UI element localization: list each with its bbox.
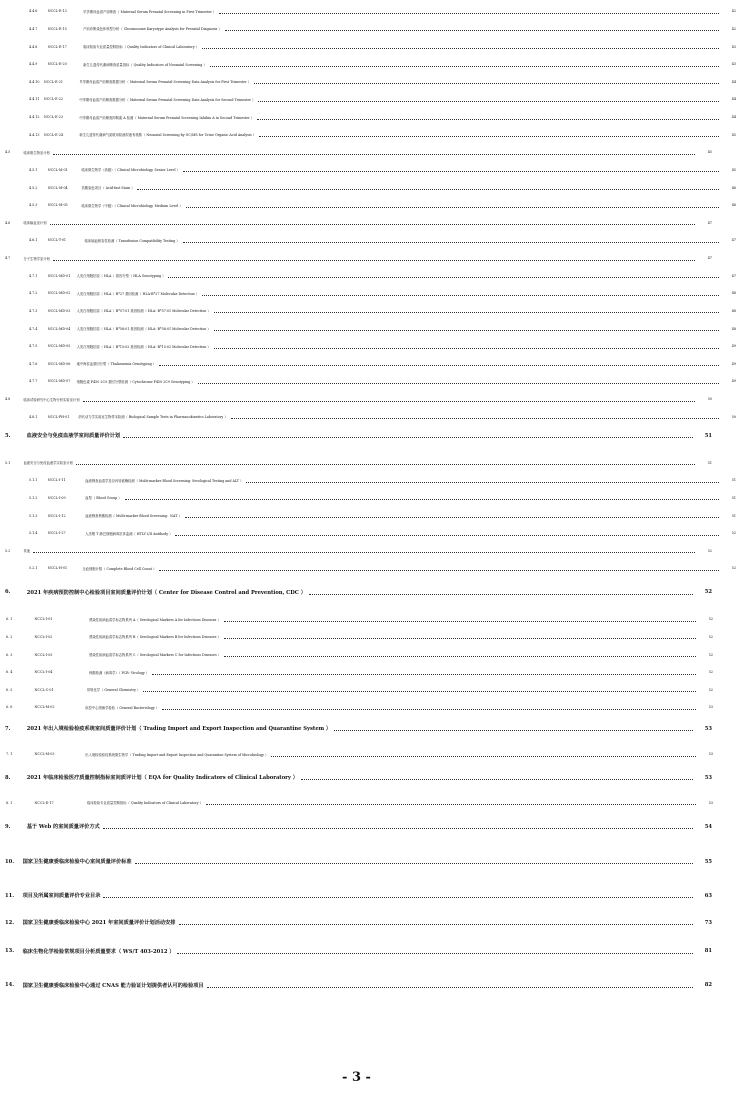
toc-entry-code: NCCL-PH-01 [47,414,70,419]
toc-entry-page: 53 [704,725,712,732]
toc-entry-title: 临床输血室计划 [23,221,47,226]
toc-entry-title: 感染性疾病血清学标志物系列 A（ Serological Markers A for Infectious Diseases ） [89,617,221,622]
toc-leader-dots [103,828,693,829]
toc-entry-number: 4.7 [5,256,11,261]
toc-entry-title: 2021 年临床检验医疗质量控制指标室间质评计划（ EQA for Quality Indicators of Clinical Laboratory ） [26,775,298,782]
toc-entry-title: 临床检验专业质量控制指标（ Quality Indicators of Clinical Laboratory ） [83,45,200,50]
toc-entry-code: NCCL-C-01 [34,687,54,692]
toc-leader-dots [271,756,696,757]
toc-leader-dots [175,535,719,536]
toc-entry-page: 52 [708,617,713,622]
toc-entry-code: NCCL-MD-03 [47,308,71,313]
toc-entry-page: 44 [731,79,736,84]
toc-entry-page: 42 [731,9,736,14]
toc-entry-code: NCCL-I-02 [34,634,53,639]
toc-entry-number: 5.1 [5,460,11,465]
toc-entry-code: NCCL-E-24 [43,132,63,137]
toc-entry[interactable] [0,681,719,699]
toc-entry-number: 5.1.2 [29,495,38,500]
toc-entry[interactable] [0,426,718,446]
toc-entry[interactable] [0,267,742,285]
toc-entry-number: 9. [5,823,11,830]
toc-entry-number: 4.7.2 [29,291,38,296]
toc-entry-number: 4.7.6 [29,361,38,366]
toc-entry-code: NCCL-I-11 [47,478,66,483]
toc-entry[interactable] [0,38,742,56]
toc-entry-number: 4.4.10 [29,79,40,84]
toc-entry-title: 分子生物学室计划 [23,256,50,261]
toc-entry-title: 感染性疾病血清学标志物系列 C（ Serological Markers C for Infectious Diseases ） [89,653,221,658]
toc-entry[interactable] [0,699,719,717]
toc-entry[interactable] [0,390,718,408]
toc-entry-title: 项目及所属室间质量评价专业目录 [22,893,101,900]
toc-entry-number: 7. [5,725,11,732]
toc-entry-title: 人类白细胞抗原（ HLA ）B*15:02 基因检测（ HLA- B*15:02 Molecular Detection ） [76,344,211,349]
toc-entry-code: NCCL-MD-01 [47,273,71,278]
toc-entry-code: NCCL-MD-07 [47,379,71,384]
toc-entry[interactable] [0,302,742,320]
toc-entry-number: 4.5 [5,150,11,155]
toc-entry-code: NCCL-E-15 [47,26,67,31]
toc-entry-page: 51 [731,495,736,500]
toc-entry-number: 6. 5 [6,687,13,692]
toc-entry-title: 新生儿遗传代谢病气质联用检测尿液有机酸（ Neonatal Screening by GC/MS for Urine Organic Acid Analysis ） [79,133,257,138]
toc-entry-page: 51 [731,513,736,518]
toc-entry-title: 中孕期母血清产前筛查抑制素 A 检测（ Maternal Serum Prenatal Screening Inhibin A in Second Trimester ） [79,115,255,120]
toc-entry-code: NCCL-I-04 [34,670,53,675]
toc-entry[interactable] [0,337,742,355]
toc-entry-number: 5.1.4 [29,531,38,536]
toc-entry[interactable] [0,144,718,162]
toc-entry-page: 49 [731,344,736,349]
toc-entry-title: 抗酸染色项目（ Acid-fast Stain ） [81,186,135,191]
toc-entry-title: 血液筛查核酸检测（ Multi-marker Blood Screening：NAT ） [85,514,182,519]
toc-entry-code: NCCL-MD-02 [47,291,71,296]
toc-entry-page: 48 [731,308,736,313]
toc-entry-number: 4.4.13 [29,132,40,137]
toc-entry[interactable] [0,507,742,525]
toc-entry-page: 48 [731,291,736,296]
toc-entry-title: 疾控中心细菌学检验（ General Bacteriology ） [85,705,160,710]
toc-entry-page: 49 [731,379,736,384]
toc-entry-title: 全血细胞计数（ Complete Blood Cell Count ） [82,566,157,571]
toc-entry[interactable] [0,408,742,426]
toc-entry-code: NCCL-I-03 [34,652,53,657]
toc-entry-title: 人类白细胞抗原（ HLA ）B*58:01 基因检测（ HLA- B*58:01 Molecular Detection ） [76,327,211,332]
toc-entry-title: 国家卫生健康委临床检验中心通过 CNAS 能力验证计划提供者认可的检验项目 [22,982,204,989]
toc-entry-title: 2021 年出入境检验检疫系统室间质量评价计划（ Trading Import and Export Inspection and Quarantine System ） [26,726,332,733]
page-number: - 3 - [342,1070,371,1085]
toc-entry-page: 43 [731,62,736,67]
toc-entry-title: 中孕期母血清产前筛查数据分析（ Maternal Serum Prenatal Screening Data Analysis for Second Trimester ） [79,97,256,102]
toc-entry-number: 13. [5,948,15,955]
toc-entry-title: 临床检验专业质量控制指标（ Quality Indicators of Clinical Laboratory ） [86,801,203,806]
toc-entry-code: NCCL-E-17 [34,800,54,805]
toc-entry[interactable] [0,249,718,267]
toc-entry-page: 53 [708,752,713,757]
toc-entry-code: NCCL-M-03 [34,752,55,757]
toc-entry-page: 54 [704,823,712,830]
toc-entry-page: 46 [731,185,736,190]
toc-leader-dots [123,437,693,438]
toc-entry-page: 51 [704,432,712,439]
toc-leader-dots [183,242,719,243]
toc-entry-number: 5.1.3 [29,513,38,518]
toc-entry-page: 45 [731,167,736,172]
toc-entry-code: NCCL-M-01 [47,167,68,172]
toc-entry-title: 血型（ Blood Group ） [85,496,122,501]
toc-entry[interactable] [0,73,742,91]
toc-leader-dots [207,987,693,988]
toc-entry[interactable] [0,719,718,739]
toc-entry-title: 国家卫生健康委临床检验中心室间质量评价标准 [22,859,132,866]
toc-entry-number: 4.6 [5,220,11,225]
toc-entry-title: 临床生物化学检验常规项目分析质量要求（ WS/T 403-2012 ） [22,948,175,955]
toc-entry[interactable] [0,196,742,214]
toc-entry[interactable] [0,768,718,788]
toc-entry[interactable] [0,794,719,812]
toc-leader-dots [210,66,719,67]
toc-entry-page: 49 [731,361,736,366]
toc-entry-title: 核酸检测（病毒学）（ PCR- Virology ） [89,670,150,675]
toc-entry-page: 44 [731,115,736,120]
toc-entry[interactable] [0,20,742,38]
toc-entry-number: 4.4.11 [29,97,40,102]
toc-leader-dots [206,804,696,805]
toc-entry-page: 45 [707,150,712,155]
toc-leader-dots [257,119,719,120]
toc-entry-title: 人类白细胞抗原（ HLA ）基因分型（ HLA Genotyping ） [76,274,166,279]
toc-entry-number: 11. [5,892,15,899]
toc-leader-dots [214,348,719,349]
toc-leader-dots [179,924,694,925]
toc-entry[interactable] [0,646,719,664]
toc-entry[interactable] [0,320,742,338]
toc-entry-title: 新生儿遗传代谢病筛查质量指标（ Quality Indicators of Neonatal Screening ） [83,62,207,67]
toc-entry[interactable] [0,611,719,629]
toc-entry[interactable] [0,285,742,303]
toc-leader-dots [214,312,719,313]
toc-entry[interactable] [0,3,742,21]
toc-entry-title: 临床输血相容性检测（ Transfusion Compatibility Testing ） [84,238,180,243]
toc-entry-code: NCCL-M-02 [34,705,55,710]
toc-entry-page: 46 [731,203,736,208]
toc-entry-number: 12. [5,919,15,926]
toc-entry-title: 临床试验研究中心生物分析实验室计划 [23,397,80,402]
toc-entry-number: 5.2 [5,548,11,553]
toc-leader-dots [309,594,693,595]
toc-leader-dots [225,30,719,31]
toc-leader-dots [125,499,719,500]
toc-entry-page: 43 [731,44,736,49]
toc-leader-dots [168,277,719,278]
toc-entry-code: NCCL-I-01 [34,617,53,622]
toc-leader-dots [202,295,719,296]
toc-entry[interactable] [0,886,718,906]
toc-entry-number: 10. [5,858,15,865]
toc-entry-number: 4.4.8 [29,44,38,49]
toc-entry-page: 52 [708,670,713,675]
toc-entry-title: 人类白细胞抗原（ HLA ）B*57:01 基因检测（ HLA- B*57:01 Molecular Detection ） [76,309,211,314]
toc-entry-page: 52 [704,589,712,595]
toc-leader-dots [186,207,719,208]
toc-entry-code: NCCL-M-04 [47,185,68,190]
toc-leader-dots [259,136,719,137]
toc-entry-title: 人类嗜 T 淋巴细胞病毒抗体监测（ HTLV I/II Antibody ） [85,531,173,536]
toc-entry-number: 4.7.4 [29,326,38,331]
toc-entry-title: 临床微生物室计划 [23,150,50,155]
toc-entry-code: NCCL-E-20 [47,62,67,67]
toc-entry[interactable] [0,560,742,578]
toc-entry-page: 47 [731,273,736,278]
toc-entry[interactable] [0,542,718,560]
toc-entry-number: 14. [5,982,15,989]
toc-leader-dots [33,552,695,553]
toc-entry-number: 4.4.6 [29,9,38,14]
toc-leader-dots [83,401,696,402]
toc-leader-dots [159,365,719,366]
toc-leader-dots [198,383,719,384]
toc-entry[interactable] [0,941,718,961]
toc-entry[interactable] [0,126,742,144]
toc-leader-dots [258,101,719,102]
toc-leader-dots [185,517,719,518]
toc-entry-title: 早孕期母血清产前筛查（ Maternal Serum Prenatal Screening in First Trimester ） [83,9,217,14]
toc-entry-number: 6. 1 [6,617,13,622]
toc-entry-page: 42 [731,26,736,31]
toc-entry-page: 47 [707,256,712,261]
toc-entry-title: 血液安全与免疫血液学实验室计划 [23,461,73,466]
toc-entry[interactable] [0,373,742,391]
toc-leader-dots [231,418,719,419]
toc-entry-page: 55 [704,858,712,865]
toc-leader-dots [50,224,695,225]
toc-entry-title: 其他 [23,549,31,554]
toc-leader-dots [53,260,695,261]
toc-entry-number: 4.4.7 [29,26,38,31]
toc-entry-number: 8. [5,774,11,781]
toc-entry-page: 50 [731,414,736,419]
toc-leader-dots [301,779,693,780]
toc-entry-page: 52 [731,566,736,571]
toc-entry-number: 8. 1 [6,800,13,805]
toc-entry-title: 临床微生物学（高级）（ Clinical Microbiology, Senior Level ） [81,168,180,173]
toc-entry[interactable] [0,852,718,872]
toc-leader-dots [334,730,693,731]
toc-entry[interactable] [0,179,742,197]
toc-entry-number: 7. 1 [6,752,13,757]
toc-entry[interactable] [0,91,742,109]
toc-entry-title: 感染性疾病血清学标志物系列 B（ Serological Markers B for Infectious Diseases ） [89,635,221,640]
toc-leader-dots [162,709,696,710]
toc-entry-number: 4.5.2 [29,185,38,190]
toc-entry-title: 临床微生物学（中级）（ Clinical Microbiology, Medium Level ） [81,203,183,208]
toc-entry[interactable] [0,663,719,681]
toc-entry[interactable] [0,214,718,232]
toc-entry-page: 45 [731,132,736,137]
toc-entry-page: 52 [731,531,736,536]
toc-leader-dots [76,464,695,465]
toc-entry-number: 4.7.1 [29,273,38,278]
toc-entry-code: NCCL-E-22 [43,97,63,102]
toc-leader-dots [224,656,696,657]
toc-entry-page: 44 [731,97,736,102]
toc-entry-number: 5.1.1 [29,478,38,483]
toc-leader-dots [219,13,719,14]
toc-leader-dots [224,638,696,639]
toc-entry[interactable] [0,582,718,602]
toc-entry-number: 4.5.1 [29,167,38,172]
toc-entry-page: 73 [704,919,712,926]
toc-entry-number: 6. 2 [6,634,13,639]
toc-entry[interactable] [0,524,742,542]
toc-entry-code: NCCL-T-01 [47,238,66,243]
toc-entry-code: NCCL-MD-05 [47,344,71,349]
toc-leader-dots [202,48,719,49]
toc-entry-title: 地中海贫血基因分型（ Thalassemia Genotyping ） [76,362,157,367]
toc-entry-title: 药代动力学实验室生物样本检测（ Biological Sample Tests in Pharmacokinetics Laboratory ） [78,415,228,420]
toc-entry-number: 6. 6 [6,705,13,710]
toc-leader-dots [214,330,719,331]
toc-entry-title: 血液安全与免疫血液学室间质量评价计划 [26,433,121,439]
toc-entry-code: NCCL-M-05 [47,203,68,208]
toc-leader-dots [135,863,693,864]
toc-entry[interactable] [0,161,742,179]
toc-entry-page: 53 [708,800,713,805]
toc-entry-page: 52 [707,548,712,553]
toc-entry-number: 4.6.1 [29,238,38,243]
toc-leader-dots [152,674,696,675]
toc-entry[interactable] [0,108,742,126]
toc-leader-dots [183,171,719,172]
toc-entry-page: 52 [708,634,713,639]
toc-entry-code: NCCL-E-17 [47,44,67,49]
toc-entry-number: 4.8 [5,397,11,402]
toc-entry[interactable] [0,628,719,646]
toc-entry[interactable] [0,913,718,933]
toc-entry[interactable] [0,355,742,373]
toc-entry-code: NCCL-I-09 [47,495,66,500]
toc-leader-dots [137,189,719,190]
toc-entry-page: 63 [704,892,712,899]
toc-entry-code: NCCL-H-01 [47,566,68,571]
toc-entry-title: 国家卫生健康委临床检验中心 2021 年室间质量评价计划活动安排 [22,920,176,927]
toc-entry-number: 4.5.3 [29,203,38,208]
toc-leader-dots [159,570,719,571]
toc-leader-dots [254,83,719,84]
toc-entry[interactable] [0,472,742,490]
toc-entry-title: 常规化学（ General Chemistry ） [86,688,141,693]
toc-entry[interactable] [0,975,718,995]
toc-entry-code: NCCL-MD-06 [47,361,71,366]
toc-entry[interactable] [0,55,742,73]
toc-entry-code: NCCL-MD-04 [47,326,71,331]
toc-entry-number: 5.2.1 [29,566,38,571]
toc-entry[interactable] [0,232,742,250]
toc-entry-title: 早孕期母血清产前筛查数据分析（ Maternal Serum Prenatal Screening Data Analysis for First Trimester ） [79,80,251,85]
toc-entry-title: 基于 Web 的室间质量评价方式 [26,824,100,831]
toc-entry-code: NCCL-I-12 [47,513,66,518]
toc-entry-title: 产前诊断染色体核型分析（ Chromosome Karyotype Analysis for Prenatal Diagnosis ） [83,27,222,32]
toc-entry-title: 2021 年疾病预防控制中心检验项目室间质量评价计划（ Center for Disease Control and Prevention, CDC ） [26,589,306,596]
toc-entry-page: 53 [708,705,713,710]
toc-entry-page: 50 [707,397,712,402]
toc-entry-page: 47 [731,238,736,243]
toc-leader-dots [103,897,693,898]
toc-entry-page: 51 [707,460,712,465]
toc-entry-page: 51 [731,478,736,483]
toc-leader-dots [177,953,693,954]
toc-entry-number: 6. 4 [6,670,13,675]
toc-entry-page: 82 [704,982,712,989]
toc-entry-number: 5. [5,432,11,439]
toc-entry-code: NCCL-E-21 [43,79,63,84]
toc-entry-page: 47 [707,220,712,225]
toc-leader-dots [143,691,696,692]
toc-entry-number: 4.8.1 [29,414,38,419]
toc-leader-dots [246,482,719,483]
toc-entry[interactable] [0,454,718,472]
toc-entry-number: 6. 3 [6,652,13,657]
toc-entry-page: 52 [708,652,713,657]
toc-entry-code: NCCL-E-13 [47,9,67,14]
toc-entry[interactable] [0,489,742,507]
toc-entry-title: 血液筛查血清学及谷丙转氨酶检测（ Multi-marker Blood Screening: Serological Testing and ALT ） [85,478,244,483]
toc-entry[interactable] [0,817,718,837]
toc-entry-number: 4.7.3 [29,308,38,313]
toc-leader-dots [224,621,696,622]
toc-entry-title: 人类白细胞抗原（ HLA ）B*27 基因检测（ HLA-B*27 Molecular Detection ） [76,291,200,296]
toc-entry-page: 48 [731,326,736,331]
toc-entry-number: 4.4.12 [29,115,40,120]
toc-entry-page: 52 [708,687,713,692]
toc-entry-number: 4.7.5 [29,344,38,349]
toc-entry-code: NCCL-I-27 [47,531,66,536]
toc-entry-title: 出入境检验检疫系统微生物学（ Trading Import and Export Inspection and Quarantine System of Microbiology ） [85,752,269,757]
toc-leader-dots [53,154,695,155]
toc-entry[interactable] [0,745,719,763]
toc-entry-number: 4.4.9 [29,62,38,67]
toc-entry-page: 53 [704,774,712,781]
toc-entry-page: 81 [704,948,712,955]
toc-entry-code: NCCL-E-23 [43,115,63,120]
toc-entry-number: 4.7.7 [29,379,38,384]
toc-entry-title: 细胞色素 P450 2C9 基因分型检测（ Cytochrome P450 2C9 Genotyping ） [76,379,195,384]
toc-entry-number: 6. [5,589,11,595]
